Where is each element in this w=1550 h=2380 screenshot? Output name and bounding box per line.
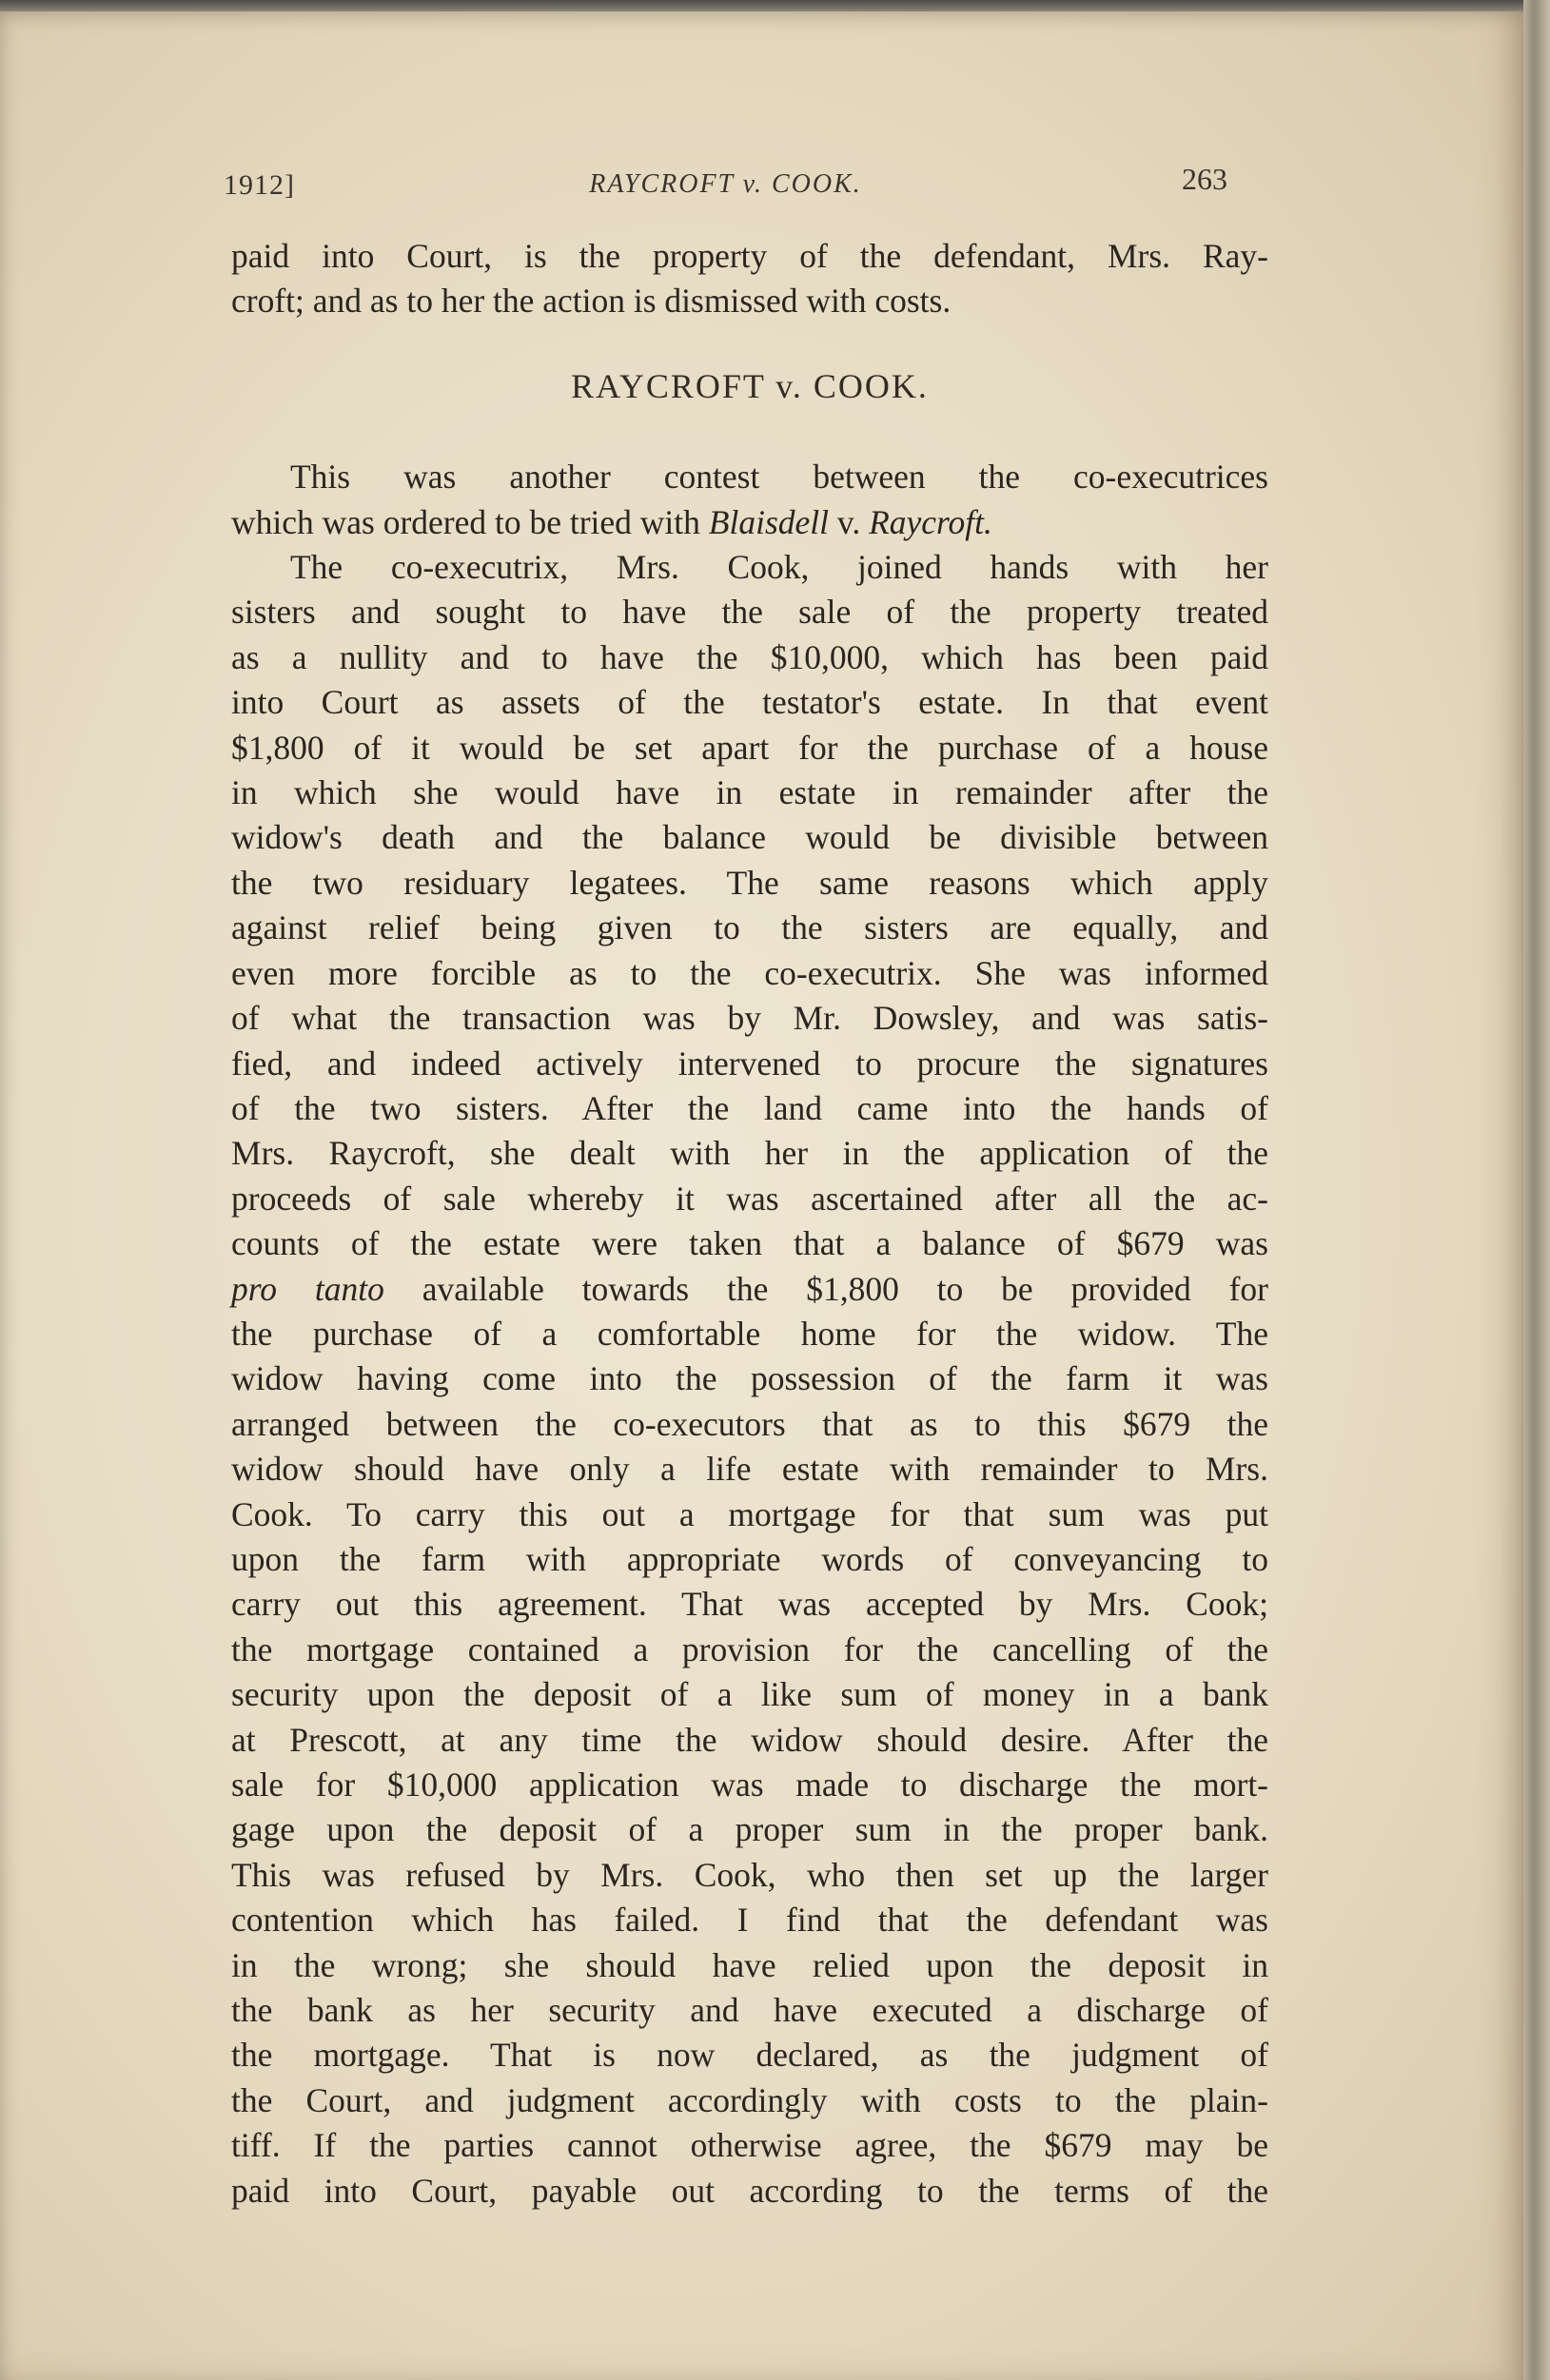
text-line: of the two sisters. After the land came into the hands of: [231, 1088, 1268, 1127]
text-line: paid into Court, payable out according to the terms of the: [231, 2171, 1268, 2210]
text-line: as a nullity and to have the $10,000, which has been paid: [231, 637, 1268, 676]
text-line: against relief being given to the sisters are equally, and: [231, 908, 1268, 947]
text-line: The co-executrix, Mrs. Cook, joined hands with her: [290, 548, 1268, 587]
page-number: 263: [1182, 162, 1227, 196]
text-line: fied, and indeed actively intervened to procure the signatures: [231, 1044, 1268, 1083]
text-line: in the wrong; she should have relied upon the deposit in: [231, 1945, 1268, 1984]
text-line: croft; and as to her the action is dismissed with costs.: [231, 282, 952, 321]
text-line: the bank as her security and have executed a discharge of: [231, 1991, 1268, 2030]
text-line: pro tanto available towards the $1,800 to be provided for: [231, 1269, 1268, 1308]
text-line: of what the transaction was by Mr. Dowsley, and was satis-: [231, 999, 1268, 1038]
text-line: security upon the deposit of a like sum of money in a bank: [231, 1675, 1268, 1714]
text-line: in which she would have in estate in remainder after the: [231, 773, 1268, 812]
running-head-year: 1912]: [224, 169, 295, 201]
text-line: tiff. If the parties cannot otherwise agree, the $679 may be: [231, 2126, 1268, 2165]
text-line: upon the farm with appropriate words of conveyancing to: [231, 1539, 1268, 1578]
page-content: [231, 234, 1268, 2214]
text-line: at Prescott, at any time the widow should desire. After the: [231, 1720, 1268, 1759]
text-line: the two residuary legatees. The same reasons which apply: [231, 863, 1268, 902]
text-line: contention which has failed. I find that the defendant was: [231, 1901, 1268, 1940]
text-line: the Court, and judgment accordingly with costs to the plain-: [231, 2080, 1268, 2119]
text-line: which was ordered to be tried with Blaisdell v. Raycroft.: [231, 502, 992, 541]
intro-paragraph: [231, 234, 1268, 324]
book-spine-edge: [1523, 0, 1550, 2380]
text-line: widow should have only a life estate with remainder to Mrs.: [231, 1450, 1268, 1489]
text-line: the mortgage contained a provision for the cancelling of the: [231, 1629, 1268, 1668]
page-top-edge: [0, 0, 1550, 11]
text-line: sisters and sought to have the sale of the property treated: [231, 593, 1268, 632]
paragraph-2: [231, 545, 1268, 2214]
text-line: arranged between the co-executors that as to this $679 the: [231, 1404, 1268, 1443]
text-line: gage upon the deposit of a proper sum in the proper bank.: [231, 1810, 1268, 1849]
text-line: $1,800 of it would be set apart for the purchase of a house: [231, 728, 1268, 767]
text-line: paid into Court, is the property of the defendant, Mrs. Ray-: [231, 237, 1268, 275]
running-head-title: RAYCROFT v. COOK.: [589, 169, 862, 199]
text-line: the mortgage. That is now declared, as the judgment of: [231, 2036, 1268, 2075]
text-line: carry out this agreement. That was accepted by Mrs. Cook;: [231, 1585, 1268, 1624]
text-line: widow's death and the balance would be divisible between: [231, 818, 1268, 857]
text-line: This was another contest between the co-executrices: [290, 458, 1268, 497]
text-line: Mrs. Raycroft, she dealt with her in the application of the: [231, 1134, 1268, 1173]
text-line: even more forcible as to the co-executrix. She was informed: [231, 953, 1268, 992]
text-line: the purchase of a comfortable home for the widow. The: [231, 1314, 1268, 1353]
text-line: proceeds of sale whereby it was ascertained after all the ac-: [231, 1179, 1268, 1218]
text-line: sale for $10,000 application was made to discharge the mort-: [231, 1765, 1268, 1804]
text-line: counts of the estate were taken that a balance of $679 was: [231, 1224, 1268, 1263]
running-head: [224, 162, 1227, 209]
text-line: into Court as assets of the testator's estate. In that event: [231, 683, 1268, 722]
text-line: widow having come into the possession of the farm it was: [231, 1359, 1268, 1398]
text-line: This was refused by Mrs. Cook, who then set up the larger: [231, 1855, 1268, 1894]
text-line: Cook. To carry this out a mortgage for that sum was put: [231, 1494, 1268, 1533]
case-heading: RAYCROFT v. COOK.: [571, 366, 929, 405]
paragraph-1: [231, 455, 1268, 545]
